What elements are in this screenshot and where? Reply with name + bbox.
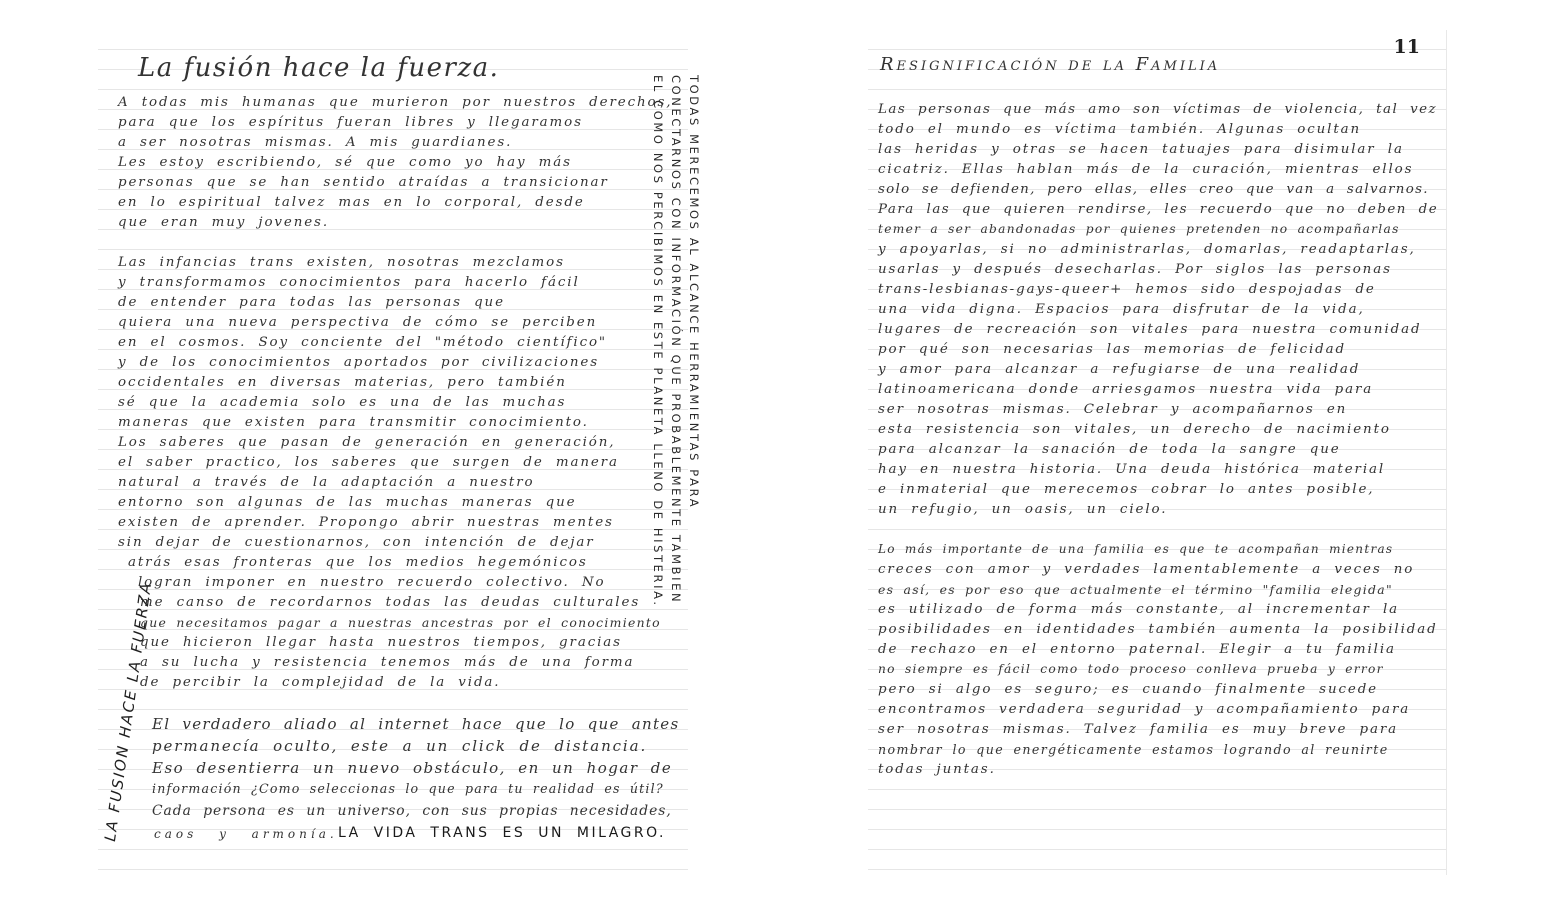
text-line: trans-lesbianas-gays-queer+ hemos sido despojadas de [878, 282, 1376, 297]
text-line: solo se defienden, pero ellas, elles creo que van a salvarnos. [878, 182, 1429, 197]
text-line: sé que la academia solo es una de las muchas [118, 395, 567, 410]
page-number: 11 [1393, 36, 1420, 58]
text-line: para alcanzar la sanación de toda la sangre que [878, 442, 1341, 457]
text-line: Cada persona es un universo, con sus propias necesidades, [152, 803, 672, 819]
text-line: las heridas y otras se hacen tatuajes para disimular la [878, 142, 1404, 157]
right-page [868, 30, 1447, 875]
text-line: Lo más importante de una familia es que te acompañan mientras [878, 542, 1394, 556]
text-line: por qué son necesarias las memorias de felicidad [878, 342, 1346, 357]
text-line: que necesitamos pagar a nuestras ancestras por el conocimiento [140, 615, 661, 630]
text-line: lugares de recreación son vitales para nuestra comunidad [878, 322, 1422, 337]
page-title-left: La fusión hace la fuerza. [138, 53, 500, 83]
text-line: quiera una nueva perspectiva de cómo se perciben [118, 315, 598, 330]
text-line: esta resistencia son vitales, un derecho de nacimiento [878, 422, 1391, 437]
text-line: temer a ser abandonadas por quienes pretenden no acompañarlas [878, 222, 1400, 236]
text-line: occidentales en diversas materias, pero también [118, 375, 567, 390]
text-line: y amor para alcanzar a refugiarse de una realidad [878, 362, 1361, 377]
page-title-right: Resignificación de la Familia [880, 54, 1221, 75]
text-line: en lo espiritual talvez mas en lo corporal, desde [118, 195, 585, 210]
text-line: cicatriz. Ellas hablan más de la curación, mientras ellos [878, 162, 1414, 177]
text-line: Para las que quieren rendirse, les recuerdo que no deben de [878, 202, 1439, 217]
text-line: creces con amor y verdades lamentablemente a veces no [878, 562, 1415, 577]
text-line: información ¿Como seleccionas lo que para tu realidad es útil? [152, 781, 664, 796]
text-line: que hicieron llegar hasta nuestros tiempos, gracias [140, 635, 622, 650]
text-line: El verdadero aliado al internet hace que lo que antes [152, 715, 680, 733]
text-line: encontramos verdadera seguridad y acompañamiento para [878, 702, 1411, 717]
text-line: en el cosmos. Soy conciente del "método científico" [118, 335, 607, 350]
text-line: de rechazo en el entorno paternal. Elegir a tu familia [878, 642, 1396, 657]
text-line: de entender para todas las personas que [118, 295, 505, 310]
text-line: Las infancias trans existen, nosotras mezclamos [118, 255, 565, 270]
text-line: nombrar lo que energéticamente estamos logrando al reunirte [878, 742, 1389, 757]
text-line: existen de aprender. Propongo abrir nuestras mentes [118, 515, 614, 530]
text-line: me canso de recordarnos todas las deudas culturales [140, 595, 641, 610]
text-line: personas que se han sentido atraídas a transicionar [118, 175, 609, 190]
text-line: sin dejar de cuestionarnos, con intención de dejar [118, 535, 595, 550]
text-line: es utilizado de forma más constante, al incrementar la [878, 602, 1400, 617]
text-line: no siempre es fácil como todo proceso conlleva prueba y error [878, 662, 1384, 676]
side-note-line: CONECTARNOS CON INFORMACIÓN QUE PROBABLEMENTE TAMBIEN [669, 75, 683, 605]
text-line: es así, es por eso que actualmente el término "familia elegida" [878, 582, 1393, 597]
text-line: que eran muy jovenes. [118, 215, 329, 230]
text-line: y de los conocimientos aportados por civilizaciones [118, 355, 600, 370]
text-line: un refugio, un oasis, un cielo. [878, 502, 1168, 517]
text-line: permanecía oculto, este a un click de distancia. [152, 737, 648, 755]
side-note [646, 75, 751, 608]
text-line: a ser nosotras mismas. A mis guardianes. [118, 135, 513, 150]
text-line: latinoamericana donde arriesgamos nuestra vida para [878, 382, 1374, 397]
text-line: el saber practico, los saberes que surgen de manera [118, 455, 619, 470]
text-line: y transformamos conocimientos para hacerlo fácil [118, 275, 580, 290]
text-line: todo el mundo es víctima también. Algunas ocultan [878, 122, 1362, 137]
text-line: y apoyarlas, si no administrarlas, domarlas, readaptarlas, [878, 242, 1416, 257]
text-line: caos y armonía. [154, 827, 338, 841]
text-line: de percibir la complejidad de la vida. [140, 675, 501, 690]
text-line: natural a través de la adaptación a nuestro [118, 475, 535, 490]
text-line: maneras que existen para transmitir conocimiento. [118, 415, 589, 430]
text-line: ser nosotras mismas. Talvez familia es muy breve para [878, 722, 1399, 737]
text-line: a su lucha y resistencia tenemos más de una forma [140, 655, 635, 670]
text-line: una vida digna. Espacios para disfrutar de la vida, [878, 302, 1365, 317]
left-page [98, 30, 701, 875]
text-line: Las personas que más amo son víctimas de violencia, tal vez [878, 102, 1438, 117]
text-line: pero si algo es seguro; es cuando finalmente sucede [878, 682, 1378, 697]
text-line: posibilidades en identidades también aumenta la posibilidad [878, 622, 1438, 637]
side-note-line: TODAS MERECEMOS AL ALCANCE HERRAMIENTAS PARA [687, 75, 701, 510]
closing-statement: LA VIDA TRANS ES UN MILAGRO. [338, 825, 667, 841]
text-line: todas juntas. [878, 762, 996, 777]
text-line: Los saberes que pasan de generación en generación, [118, 435, 616, 450]
text-line: entorno son algunas de las muchas maneras que [118, 495, 577, 510]
text-line: Eso desentierra un nuevo obstáculo, en un hogar de [152, 759, 673, 777]
text-line: Les estoy escribiendo, sé que como yo hay más [118, 155, 572, 170]
vertical-title: LA FUSION HACE LA FUERZA [101, 580, 156, 843]
side-note-line: EL COMO NOS PERCIBIMOS EN ESTE PLANETA LLENO DE HISTERIA. [651, 75, 665, 608]
text-line: logran imponer en nuestro recuerdo colectivo. No [138, 575, 606, 590]
text-line: para que los espíritus fueran libres y llegaramos [118, 115, 583, 130]
text-line: e inmaterial que merecemos cobrar lo antes posible, [878, 482, 1375, 497]
text-line: usarlas y después desecharlas. Por siglos las personas [878, 262, 1392, 277]
text-line: atrás esas fronteras que los medios hegemónicos [128, 555, 588, 570]
text-line: A todas mis humanas que murieron por nuestros derechos, [118, 95, 673, 110]
text-line: hay en nuestra historia. Una deuda histórica material [878, 462, 1386, 477]
text-line: ser nosotras mismas. Celebrar y acompañarnos en [878, 402, 1348, 417]
